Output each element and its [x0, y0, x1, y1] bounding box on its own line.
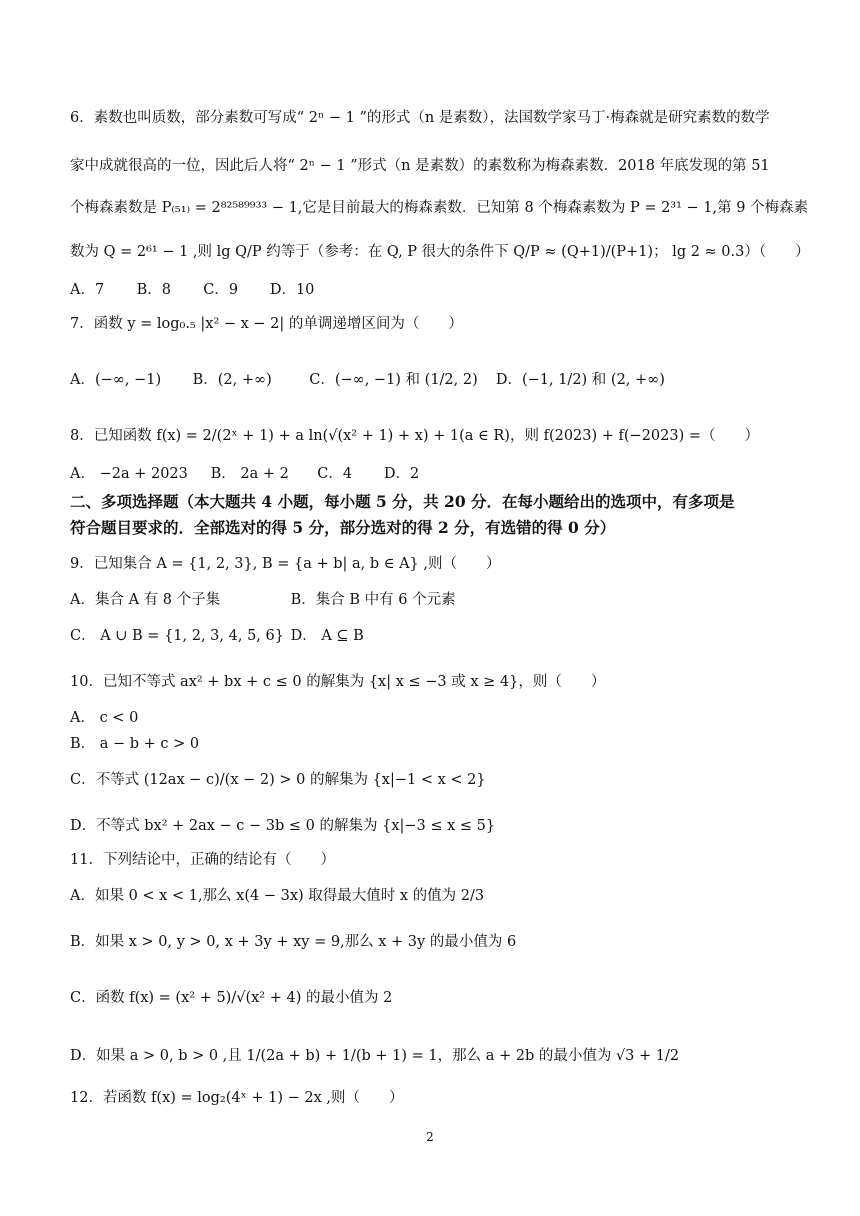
q6-line-2: 家中成就很高的一位，因此后人将“ 2ⁿ − 1 ”形式（n 是素数）的素数称为梅森素数．2018 年底发现的第 51 [70, 158, 770, 174]
q12-stem: 12．若函数 f(x) = log₂(4ˣ + 1) − 2x ,则（ ） [70, 1090, 404, 1106]
q11-option-c: C．函数 f(x) = (x² + 5)/√(x² + 4) 的最小值为 2 [70, 990, 393, 1006]
q6-option-d: D．10 [269, 282, 315, 298]
q9-option-b: B．集合 B 中有 6 个元素 [290, 592, 456, 608]
q10-option-b: B． a − b + c > 0 [70, 736, 200, 752]
q7-option-c: C．(−∞, −1) 和 (1/2, 2) [309, 372, 478, 388]
q7-option-b: B．(2, +∞) [192, 372, 272, 388]
q10-option-c: C．不等式 (12ax − c)/(x − 2) > 0 的解集为 {x|−1 < x < 2} [70, 772, 486, 788]
q11-option-b: B．如果 x > 0, y > 0, x + 3y + xy = 9,那么 x + 3y 的最小值为 6 [70, 934, 517, 950]
q9-options-row-2 [70, 626, 364, 646]
q11-option-a: A．如果 0 < x < 1,那么 x(4 − 3x) 取得最大值时 x 的值为 2/3 [70, 888, 485, 904]
q8-option-b: B． 2a + 2 [210, 466, 289, 482]
q11-stem: 11．下列结论中，正确的结论有（ ） [70, 852, 335, 868]
page-number: 2 [426, 1130, 434, 1144]
q10-option-a: A． c < 0 [70, 710, 139, 726]
q6-line-3: 个梅森素数是 P₍₅₁₎ = 2⁸²⁵⁸⁹⁹³³ − 1,它是目前最大的梅森素数．已知第 8 个梅森素数为 P = 2³¹ − 1,第 9 个梅森素 [70, 200, 809, 216]
q8-option-a: A． −2a + 2023 [70, 466, 188, 482]
q7-options [70, 370, 665, 390]
q8-option-c: C．4 [317, 466, 353, 482]
q10-option-d: D．不等式 bx² + 2ax − c − 3b ≤ 0 的解集为 {x|−3 ≤ x ≤ 5} [70, 818, 496, 834]
section-2-heading-line-1: 二、多项选择题（本大题共 4 小题，每小题 5 分，共 20 分．在每小题给出的选项中，有多项是 [70, 492, 735, 511]
q8-stem: 8．已知函数 f(x) = 2/(2ˣ + 1) + a ln(√(x² + 1) + x) + 1(a ∈ R)，则 f(2023) + f(−2023) =（ ） [70, 428, 760, 444]
q11-option-d: D．如果 a > 0, b > 0 ,且 1/(2a + b) + 1/(b + 1) = 1，那么 a + 2b 的最小值为 √3 + 1/2 [70, 1048, 680, 1064]
q9-option-d: D． A ⊆ B [290, 628, 364, 644]
q9-options-row-1 [70, 590, 456, 610]
q6-option-c: C．9 [203, 282, 239, 298]
q6-option-b: B．8 [136, 282, 171, 298]
q9-option-a: A．集合 A 有 8 个子集 [70, 592, 221, 608]
q7-stem: 7．函数 y = log₀.₅ |x² − x − 2| 的单调递增区间为（ ） [70, 316, 463, 332]
q6-line-4: 数为 Q = 2⁶¹ − 1 ,则 lg Q/P 约等于（参考：在 Q, P 很大的条件下 Q/P ≈ (Q+1)/(P+1)； lg 2 ≈ 0.3）（ ） [70, 244, 810, 260]
q7-option-a: A．(−∞, −1) [70, 372, 162, 388]
q8-option-d: D．2 [383, 466, 420, 482]
q6-option-a: A．7 [70, 282, 105, 298]
q9-option-c: C． A ∪ B = {1, 2, 3, 4, 5, 6} [70, 628, 284, 644]
q10-stem: 10．已知不等式 ax² + bx + c ≤ 0 的解集为 {x| x ≤ −3 或 x ≥ 4}，则（ ） [70, 674, 606, 690]
section-2-heading-line-2: 符合题目要求的．全部选对的得 5 分，部分选对的得 2 分，有选错的得 0 分） [70, 518, 616, 537]
q7-option-d: D．(−1, 1/2) 和 (2, +∞) [495, 372, 665, 388]
q9-stem: 9．已知集合 A = {1, 2, 3}, B = {a + b| a, b ∈ A} ,则（ ） [70, 556, 501, 572]
q6-line-1: 6．素数也叫质数，部分素数可写成“ 2ⁿ − 1 ”的形式（n 是素数），法国数学家马丁·梅森就是研究素数的数学 [70, 110, 770, 126]
q8-options [70, 464, 419, 484]
q6-options [70, 280, 314, 300]
